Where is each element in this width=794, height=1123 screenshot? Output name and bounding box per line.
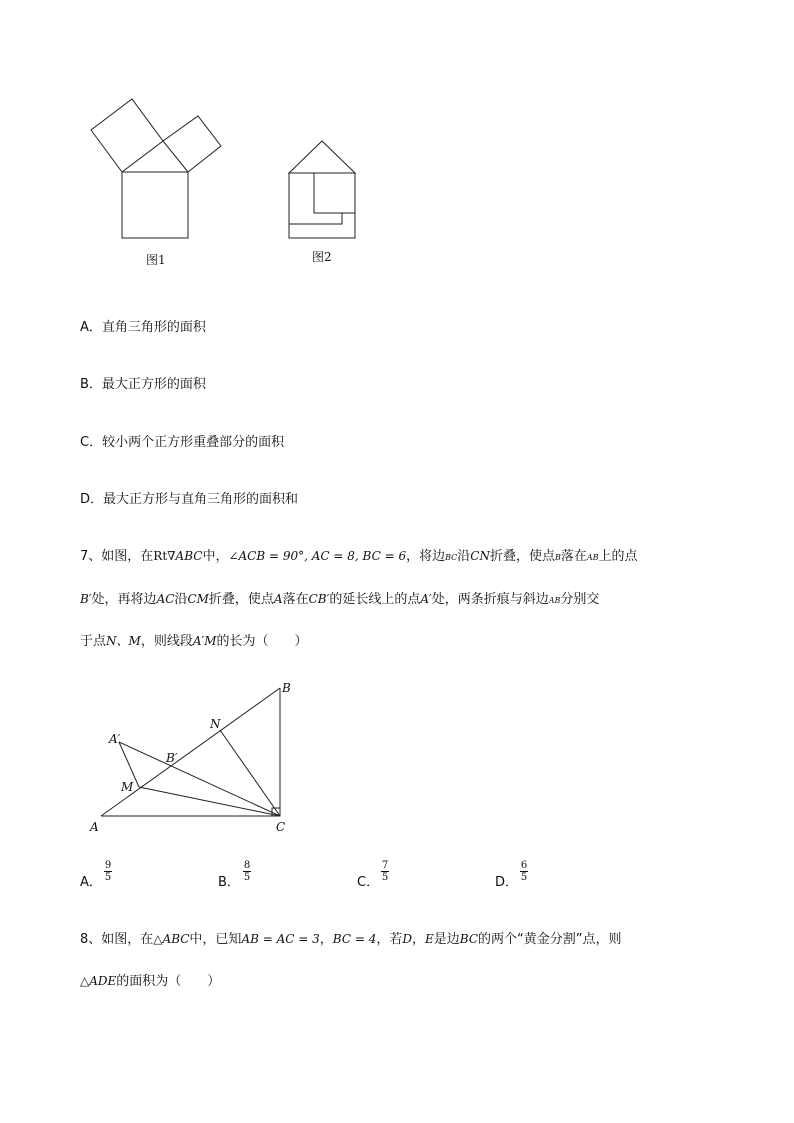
q7-option-a-fraction (104, 860, 112, 883)
label-a: A (90, 820, 99, 834)
option-text: 最大正方形的面积 (101, 377, 206, 392)
q8-bc-2: BC (459, 932, 479, 946)
q7-option-d: D． (495, 875, 519, 890)
q8-text: 是边 (433, 932, 460, 947)
q7-cm: CM (187, 592, 209, 606)
segment-ca-prime (119, 742, 280, 816)
q7-rt: Rt (153, 549, 168, 563)
option-letter: A． (80, 320, 102, 335)
q8-point-d: D (402, 932, 412, 946)
q7-text: 分别交 (560, 592, 600, 607)
q8-text: 的面积为（ ） (116, 974, 221, 989)
q8-text: ， (319, 932, 333, 947)
q7-text: 沿 (174, 592, 188, 607)
label-b-prime: B′ (166, 751, 178, 765)
q7-text: 上的点 (598, 549, 638, 564)
denominator: 5 (520, 872, 528, 883)
q7-conditions: ∠ACB = 90°, AC = 8, BC = 6 (228, 549, 407, 563)
option-letter: C． (80, 435, 103, 450)
q7-text: ，则线段 (140, 634, 193, 649)
option-letter: D． (80, 492, 104, 507)
q7-option-a: A． (80, 875, 102, 890)
q8-text: 的两个“黄金分割”点，则 (478, 932, 622, 947)
q7-text: 处，再将边 (91, 592, 157, 607)
q7-option-c-fraction (381, 860, 389, 883)
q7-nm: N、M (106, 634, 141, 648)
q7-point-a: A (273, 592, 283, 606)
label-n: N (210, 717, 221, 731)
numerator: 9 (104, 860, 112, 871)
q8-number: 8、 (80, 932, 102, 947)
q7-ac: AC (156, 592, 175, 606)
q7-ab: AB (586, 553, 599, 562)
q7-text: 落在 (560, 549, 587, 564)
q7-text: 折叠，使点 (489, 549, 555, 564)
label-m: M (121, 780, 134, 794)
q7-text: 沿 (457, 549, 471, 564)
q7-cn: CN (470, 549, 490, 563)
q8-text: 如图，在 (101, 932, 154, 947)
segment-cn (220, 730, 280, 816)
q7-triangle: ∇ABC (167, 549, 203, 563)
numerator: 8 (243, 860, 251, 871)
segment-ab (101, 688, 280, 816)
option-text: 最大正方形与直角三角形的面积和 (103, 492, 299, 507)
label-a-prime: A′ (109, 732, 121, 746)
q7-number: 7、 (80, 549, 102, 564)
q7-text: 如图，在 (101, 549, 154, 564)
q8-text: ， (411, 932, 425, 947)
q7-option-c: C． (357, 875, 380, 890)
q7-text: 中， (202, 549, 229, 564)
label-b: B (282, 681, 291, 695)
q7-ab-2: AB (548, 596, 561, 605)
q7-text: 于点 (80, 634, 107, 649)
q7-option-d-fraction (520, 860, 528, 883)
q7-cb-prime: CB′ (308, 592, 330, 606)
numerator: 7 (381, 860, 389, 871)
option-letter: B． (80, 377, 102, 392)
q7-text: 的延长线上的点 (329, 592, 421, 607)
denominator: 5 (243, 872, 251, 883)
q8-bc: BC = 4 (332, 932, 377, 946)
denominator: 5 (104, 872, 112, 883)
option-text: 直角三角形的面积 (101, 320, 206, 335)
q7-point-b: B (554, 553, 561, 562)
q7-bc: BC (445, 553, 458, 562)
q8-text: ，若 (376, 932, 403, 947)
q8-triangle-ade: △ADE (80, 974, 117, 988)
label-c: C (276, 820, 286, 834)
q7-b-prime: B′ (80, 592, 92, 606)
q7-text: 落在 (282, 592, 309, 607)
q7-a-prime: A′ (420, 592, 432, 606)
q8-line-2 (80, 970, 220, 989)
q7-text: 折叠，使点 (208, 592, 274, 607)
q8-ab-ac: AB = AC = 3 (241, 932, 320, 946)
q7-text: 处，两条折痕与斜边 (431, 592, 549, 607)
q7-text: 的长为（ ） (216, 634, 308, 649)
q8-point-e: E (425, 932, 434, 946)
q7-am: A′M (192, 634, 217, 648)
q7-option-b-fraction (243, 860, 251, 883)
segment-cm (139, 787, 280, 816)
q7-text: ，将边 (406, 549, 446, 564)
denominator: 5 (381, 872, 389, 883)
option-text: 较小两个正方形重叠部分的面积 (102, 435, 285, 450)
q8-line-1 (80, 928, 622, 947)
numerator: 6 (520, 860, 528, 871)
q8-triangle: △ABC (153, 932, 190, 946)
q7-option-b: B． (218, 875, 240, 890)
q8-text: 中，已知 (189, 932, 242, 947)
figure-2-caption: 图2 (312, 250, 332, 264)
figure-1-caption: 图1 (146, 253, 166, 267)
